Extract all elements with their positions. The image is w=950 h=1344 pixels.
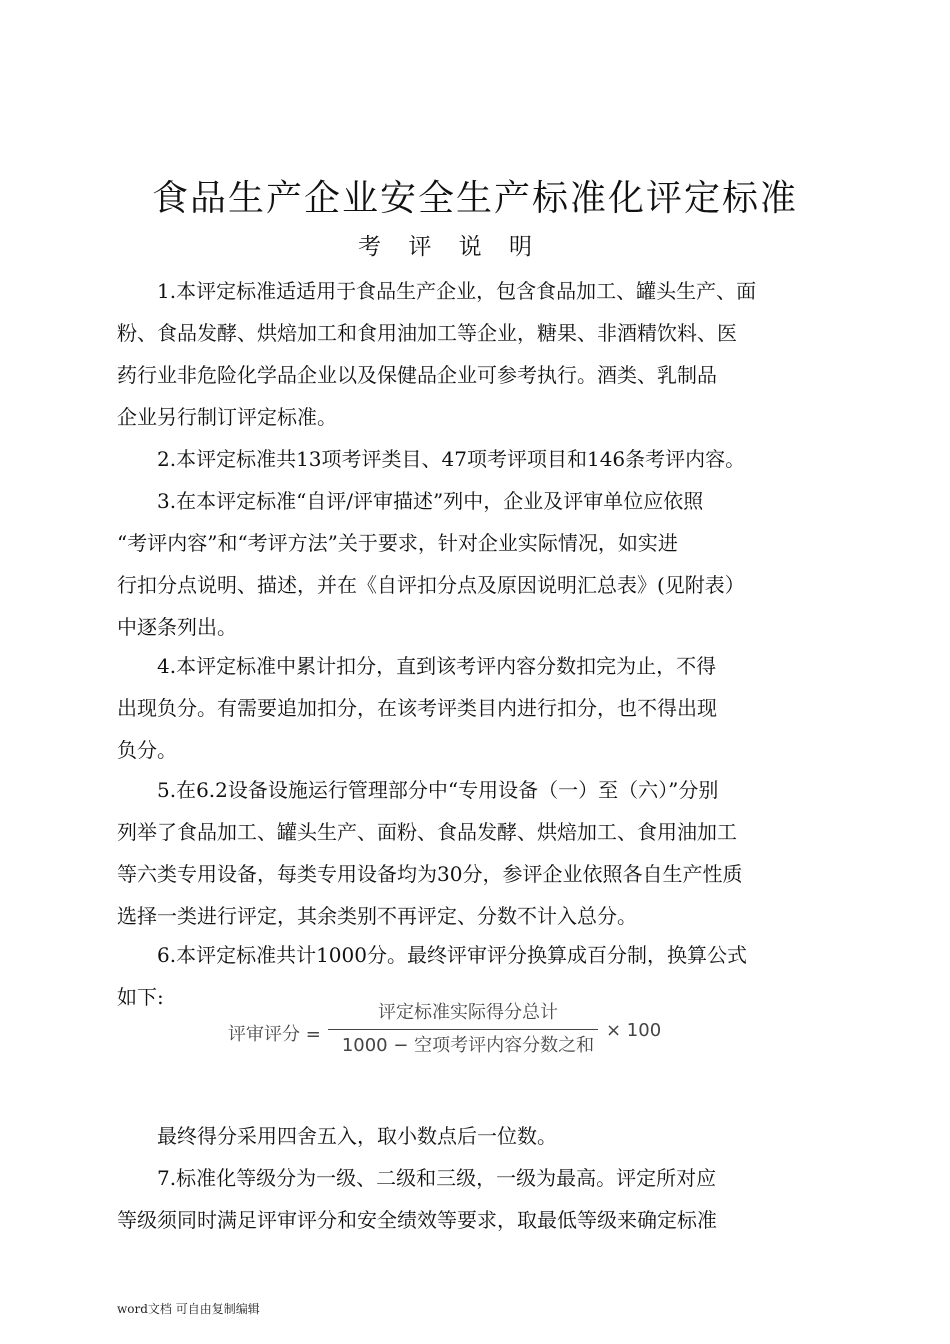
text-line: 选择一类进行评定，其余类别不再评定、分数不计入总分。 (117, 904, 637, 928)
text-line: 行扣分点说明、描述，并在《自评扣分点及原因说明汇总表》(见附表） (117, 573, 745, 597)
text-line: 负分。 (117, 738, 177, 762)
text-line: 等六类专用设备，每类专用设备均为30分，参评企业依照各自生产性质 (117, 862, 743, 886)
paragraph-5 (117, 769, 837, 937)
formula-multiplier: × 100 (606, 1020, 662, 1041)
page-footer: word文档 可自由复制编辑 (117, 1302, 260, 1316)
text-line: 4.本评定标准中累计扣分，直到该考评内容分数扣完为止，不得 (157, 654, 717, 678)
text-line: 粉、食品发酵、烘焙加工和食用油加工等企业，糖果、非酒精饮料、医 (117, 321, 737, 345)
text-line: 如下: (117, 985, 164, 1009)
text-line: 2.本评定标准共13项考评类目、47项考评项目和146条考评内容。 (157, 447, 746, 471)
text-line: 6.本评定标准共计1000分。最终评审评分换算成百分制，换算公式 (157, 943, 747, 967)
paragraph-4 (117, 645, 837, 771)
text-line: 1.本评定标准适适用于食品生产企业，包含食品加工、罐头生产、面 (157, 279, 757, 303)
text-line: 企业另行制订评定标准。 (117, 405, 337, 429)
formula-fraction (328, 998, 608, 1061)
paragraph-2 (117, 438, 837, 480)
text-line: 3.在本评定标准“自评/评审描述”列中，企业及评审单位应依照 (157, 489, 704, 513)
text-line: 最终得分采用四舍五入，取小数点后一位数。 (157, 1124, 557, 1148)
text-line: 中逐条列出。 (117, 615, 237, 639)
text-line: 药行业非危险化学品企业以及保健品企业可参考执行。酒类、乳制品 (117, 363, 717, 387)
formula-denominator: 1000 − 空项考评内容分数之和 (341, 1035, 595, 1056)
document-subtitle: 考 评 说 明 (358, 234, 542, 260)
text-line: 出现负分。有需要追加扣分，在该考评类目内进行扣分，也不得出现 (117, 696, 717, 720)
text-line: “考评内容”和“考评方法”关于要求，针对企业实际情况，如实进 (117, 531, 678, 555)
formula-left: 评审评分 = (228, 1024, 321, 1045)
text-line: 列举了食品加工、罐头生产、面粉、食品发酵、烘焙加工、食用油加工 (117, 820, 737, 844)
fraction-bar (328, 1029, 598, 1030)
text-line: 5.在6.2设备设施运行管理部分中“专用设备（一）至（六）”分别 (157, 778, 719, 802)
document-title: 食品生产企业安全生产标准化评定标准 (151, 178, 798, 219)
paragraph-1 (117, 270, 837, 438)
text-line: 7.标准化等级分为一级、二级和三级，一级为最高。评定所对应 (157, 1166, 717, 1190)
paragraph-7 (117, 1157, 837, 1241)
paragraph-3 (117, 480, 837, 648)
text-line: 等级须同时满足评审评分和安全绩效等要求，取最低等级来确定标准 (117, 1208, 717, 1232)
score-formula (228, 998, 678, 1068)
paragraph-rounding (117, 1115, 837, 1157)
formula-numerator: 评定标准实际得分总计 (378, 1002, 558, 1023)
